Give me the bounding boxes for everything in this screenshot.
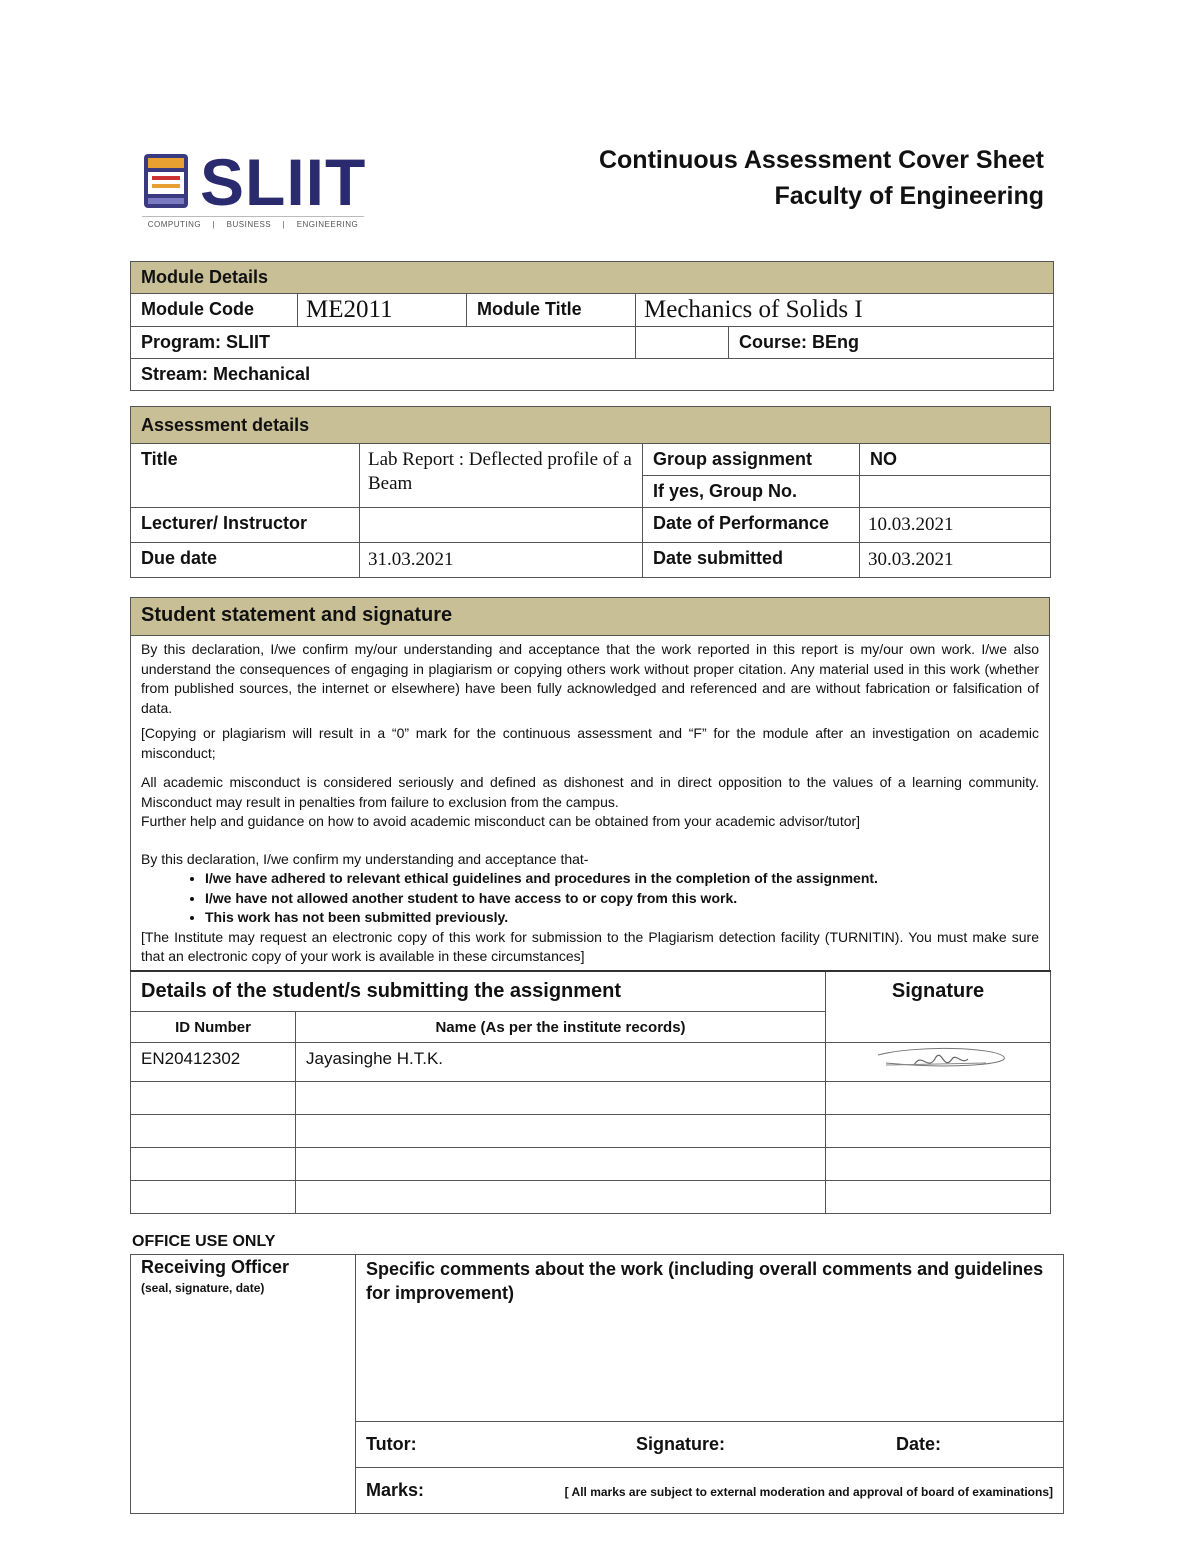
name-header: Name (As per the institute records) [296,1012,826,1043]
declaration-item: • I/we have adhered to relevant ethical guidelines and procedures in the completion of the assignment. [205,869,1039,889]
crest-icon [142,152,190,210]
student-id [131,1148,296,1181]
table-row [131,1115,1051,1148]
sliit-logo [140,145,370,234]
student-name [296,1115,826,1148]
marks-note: [ All marks are subject to external moderation and approval of board of examinations] [564,1485,1053,1499]
module-details-table [130,261,1054,391]
student-id [131,1181,296,1214]
office-use-table [130,1254,1064,1514]
student-name [296,1181,826,1214]
performance-date-label: Date of Performance [643,508,860,543]
student-id [131,1082,296,1115]
student-name: Jayasinghe H.T.K. [296,1043,826,1082]
statement-para5: [The Institute may request an electronic copy of this work for submission to the Plagiarism detection facility (TURNITIN). You must make sure that an electronic copy of your work is available in these circumstances] [141,928,1039,964]
statement-para3a: All academic misconduct is considered seriously and defined as dishonest and in direct opposition to the values of a learning community. Misconduct may result in penalties from failure to exclusion from the campus. [141,774,1039,810]
stream-label: Stream: Mechanical [131,359,1054,391]
assessment-details-table [130,406,1051,578]
module-title-value: Mechanics of Solids I [636,294,1054,327]
group-no-value [860,476,1051,508]
module-title-label: Module Title [467,294,636,327]
course-label: Course: BEng [739,332,860,352]
group-no-label: If yes, Group No. [643,476,860,508]
student-signature [826,1043,1051,1082]
receiving-officer-label: Receiving Officer [141,1257,290,1277]
handwritten-signature [826,1043,1050,1076]
office-use-heading: OFFICE USE ONLY [132,1233,276,1250]
student-id: EN20412302 [131,1043,296,1082]
id-number-header: ID Number [131,1012,296,1043]
submitted-date-label: Date submitted [643,543,860,578]
logo-tag-business: BUSINESS [226,220,272,229]
receiving-officer-cell [131,1255,356,1514]
logo-wordmark: SLIIT [200,145,367,219]
student-signature [826,1082,1051,1115]
page-subtitle: Faculty of Engineering [774,182,1044,210]
statement-para4: By this declaration, I/we confirm my understanding and acceptance that- [141,850,589,867]
logo-tag-engineering: ENGINEERING [296,220,359,229]
marks-label: Marks: [366,1480,425,1500]
declaration-item: • I/we have not allowed another student to have access to or copy from this work. [205,889,1039,909]
module-code-label: Module Code [131,294,298,327]
student-statement-box [130,597,1050,970]
table-row [131,1148,1051,1181]
tutor-date-label: Date: [886,1422,1064,1468]
table-row [131,1043,1051,1082]
receiving-officer-note: (seal, signature, date) [141,1281,265,1295]
marks-cell [356,1468,1064,1514]
performance-date-value: 10.03.2021 [860,508,1051,543]
table-row [131,1181,1051,1214]
lecturer-label: Lecturer/ Instructor [131,508,360,543]
student-name [296,1148,826,1181]
tutor-label: Tutor: [356,1422,627,1468]
logo-tag-separator: | [212,220,216,229]
statement-text [131,636,1049,967]
student-signature [826,1148,1051,1181]
declaration-list [141,869,1039,928]
assessment-heading: Assessment details [131,407,1051,444]
assessment-title-value: Lab Report : Deflected profile of a Beam [360,444,643,508]
lecturer-value [360,508,643,543]
module-details-heading: Module Details [131,262,1054,294]
student-id [131,1115,296,1148]
statement-para2: [Copying or plagiarism will result in a “0” mark for the continuous assessment and “F” for the module after an investigation on academic misconduct; [141,725,1039,761]
table-row [131,1082,1051,1115]
page-title: Continuous Assessment Cover Sheet [598,146,1044,174]
logo-tag-separator: | [282,220,286,229]
assessment-title-label: Title [131,444,360,508]
logo-tagline [142,216,364,229]
module-code-value: ME2011 [298,294,467,327]
student-signature [826,1181,1051,1214]
group-assignment-value: NO [860,444,1051,476]
students-table [130,970,1051,1214]
student-signature [826,1115,1051,1148]
logo-tag-computing: COMPUTING [147,220,202,229]
statement-heading: Student statement and signature [131,598,1049,636]
due-date-label: Due date [131,543,360,578]
students-heading: Details of the student/s submitting the assignment [131,971,826,1012]
group-assignment-label: Group assignment [643,444,860,476]
tutor-signature-label: Signature: [626,1422,886,1468]
due-date-value: 31.03.2021 [360,543,643,578]
signature-heading: Signature [826,971,1051,1043]
submitted-date-value: 30.03.2021 [860,543,1051,578]
program-label: Program: SLIIT [141,332,271,352]
comments-label: Specific comments about the work (including overall comments and guidelines for improvement) [356,1255,1064,1422]
declaration-item: • This work has not been submitted previously. [205,908,1039,928]
statement-para3b: Further help and guidance on how to avoid academic misconduct can be obtained from your academic advisor/tutor] [141,813,861,829]
student-name [296,1082,826,1115]
statement-para1: By this declaration, I/we confirm my/our understanding and acceptance that the work reported in this report is my/our own work. I/we also understand the consequences of engaging in plagiarism or copying others work without proper citation. Any material used in this work (whether from published sources, the internet or elsewhere) have been fully acknowledged and referenced and are without fabrication or falsification of data. [141,641,1039,716]
